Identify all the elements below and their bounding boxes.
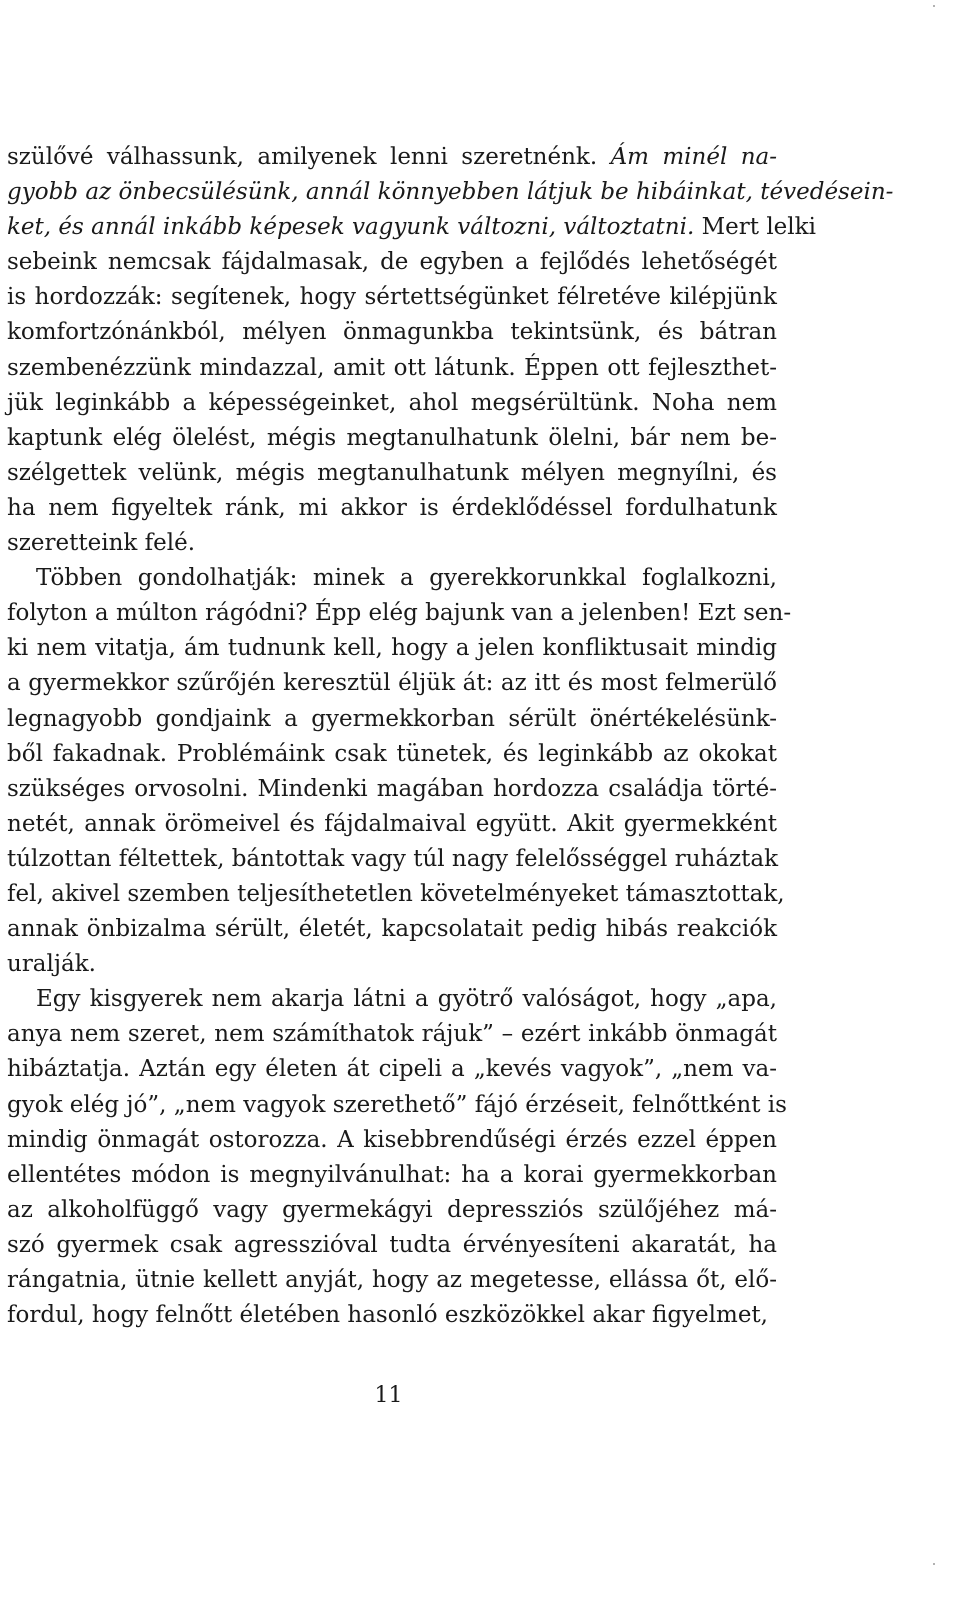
text-line <box>7 982 777 1017</box>
text-segment: legnagyobb gondjaink a gyermekkorban sérült önértékelésünk- <box>7 705 777 732</box>
text-line <box>7 1298 777 1333</box>
text-segment: szélgettek velünk, mégis megtanulhatunk mélyen megnyílni, és <box>7 459 777 486</box>
text-line <box>7 1263 777 1298</box>
text-line <box>7 315 777 350</box>
text-segment: is hordozzák: segítenek, hogy sértettségünket félretéve kilépjünk <box>7 284 777 311</box>
text-line <box>7 596 792 631</box>
text-segment: anya nem szeret, nem számíthatok rájuk” – ezért inkább önmagát <box>7 1021 777 1048</box>
text-line <box>7 912 777 947</box>
text-segment: szülővé válhassunk, amilyenek lenni szeretnénk. <box>7 144 611 170</box>
text-segment: a gyermekkor szűrőjén keresztül éljük át: az itt és most felmerülő <box>7 670 777 697</box>
text-segment: hibáztatja. Aztán egy életen át cipeli a „kevés vagyok”, „nem va- <box>7 1056 777 1083</box>
text-line <box>7 491 777 526</box>
paragraph <box>7 561 792 982</box>
text-segment: ha nem figyeltek ránk, mi akkor is érdeklődéssel fordulhatunk <box>7 494 777 521</box>
text-segment: az alkoholfüggő vagy gyermekágyi depressziós szülőjéhez má- <box>7 1196 777 1223</box>
text-segment: ből fakadnak. Problémáink csak tünetek, és leginkább az okokat <box>7 740 777 767</box>
text-line <box>7 737 777 772</box>
text-segment: folyton a múlton rágódni? Épp elég bajunk van a jelenben! Ezt sen- <box>7 600 792 627</box>
italic-text: Ám minél na- <box>610 144 777 170</box>
text-line <box>7 1017 777 1052</box>
text-line <box>7 175 894 210</box>
text-segment: Egy kisgyerek nem akarja látni a gyötrő valóságot, hogy „apa, <box>36 986 777 1013</box>
page-number: 11 <box>374 1383 403 1408</box>
text-segment: uralják. <box>7 951 96 978</box>
text-segment: szembenézzünk mindazzal, amit ott látunk. Éppen ott fejleszthet- <box>7 354 777 381</box>
text-segment: mindig önmagát ostorozza. A kisebbrendűségi érzés ezzel éppen <box>7 1126 777 1153</box>
text-segment: rángatnia, ütnie kellett anyját, hogy az megetesse, ellássa őt, elő- <box>7 1267 777 1293</box>
text-line <box>7 210 816 245</box>
text-segment: szeretteink felé. <box>7 530 196 557</box>
text-line <box>7 1158 777 1193</box>
scan-speck <box>933 1563 935 1565</box>
text-line <box>7 245 777 280</box>
text-line <box>7 842 777 877</box>
text-segment: ellentétes módon is megnyilvánulhat: ha a korai gyermekkorban <box>7 1161 777 1188</box>
text-line <box>7 1123 777 1158</box>
text-segment: komfortzónánkból, mélyen önmagunkba tekintsünk, és bátran <box>7 319 777 346</box>
text-line <box>7 631 777 666</box>
text-line <box>7 386 777 421</box>
text-line <box>7 947 777 982</box>
text-line <box>7 1193 777 1228</box>
paragraph <box>7 140 894 561</box>
text-line <box>7 561 777 596</box>
text-segment: jük leginkább a képességeinket, ahol megsérültünk. Noha nem <box>7 389 777 416</box>
text-segment: szükséges orvosolni. Mindenki magában hordozza családja törté- <box>7 775 777 802</box>
text-line <box>7 807 777 842</box>
text-segment: Többen gondolhatják: minek a gyerekkorunkkal foglalkozni, <box>36 565 777 592</box>
text-segment: ki nem vitatja, ám tudnunk kell, hogy a jelen konfliktusait mindig <box>7 635 777 662</box>
text-line <box>7 702 777 737</box>
text-segment: kaptunk elég ölelést, mégis megtanulhatunk ölelni, bár nem be- <box>7 424 777 451</box>
italic-text: gyobb az önbecsülésünk, annál könnyebben látjuk be hibáinkat, tévedésein- <box>7 179 894 206</box>
text-segment: gyok elég jó”, „nem vagyok szerethető” fájó érzéseit, felnőttként is <box>7 1091 787 1118</box>
text-line <box>7 456 777 491</box>
text-line <box>7 1088 787 1123</box>
text-line <box>7 140 777 175</box>
text-segment: szó gyermek csak agresszióval tudta érvényesíteni akaratát, ha <box>7 1231 777 1258</box>
scan-speck <box>933 5 935 7</box>
text-line <box>7 877 785 912</box>
italic-text: ket, és annál inkább képesek vagyunk változni, változtatni. <box>7 214 695 241</box>
text-segment: netét, annak örömeivel és fájdalmaival együtt. Akit gyermekként <box>7 810 777 837</box>
text-segment: Mert lelki <box>694 214 816 241</box>
text-line <box>7 772 777 807</box>
text-line <box>7 280 777 315</box>
text-segment: annak önbizalma sérült, életét, kapcsolatait pedig hibás reakciók <box>7 916 777 943</box>
text-line <box>7 1228 777 1263</box>
text-segment: fel, akivel szemben teljesíthetetlen követelményeket támasztottak, <box>7 880 785 907</box>
text-line <box>7 421 777 456</box>
text-segment: túlzottan féltettek, bántottak vagy túl nagy felelősséggel ruháztak <box>7 845 779 872</box>
text-segment: fordul, hogy felnőtt életében hasonló eszközökkel akar figyelmet, <box>7 1302 768 1329</box>
text-line <box>7 526 777 561</box>
paragraph <box>7 982 787 1333</box>
text-line <box>7 666 777 701</box>
text-line <box>7 1052 777 1087</box>
text-segment: sebeink nemcsak fájdalmasak, de egyben a fejlődés lehetőségét <box>7 249 777 276</box>
text-line <box>7 351 777 386</box>
page-body <box>7 140 894 1333</box>
